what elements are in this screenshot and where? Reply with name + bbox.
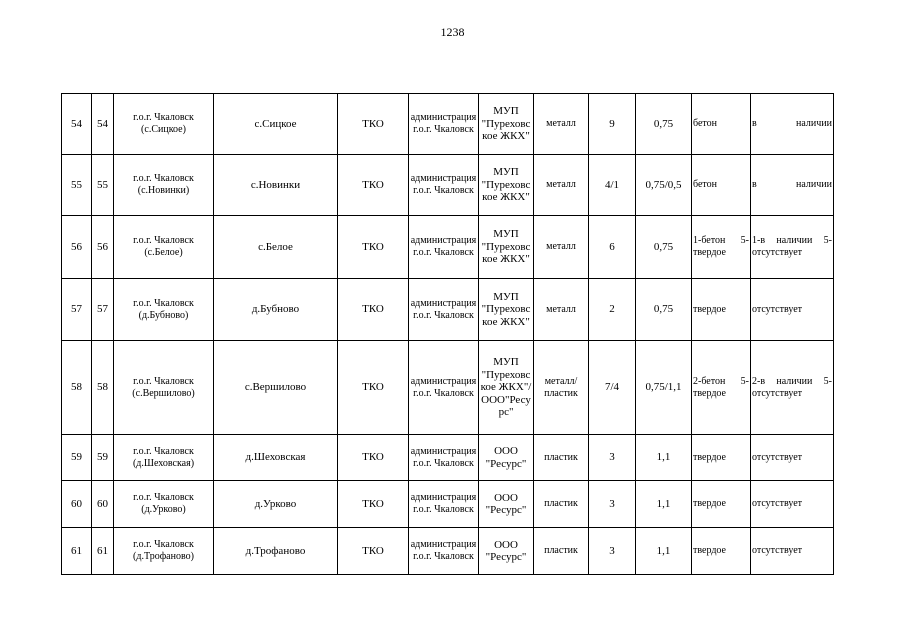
operator-cell: ООО "Ресурс"	[479, 481, 534, 528]
waste-type-cell: ТКО	[338, 279, 409, 341]
waste-type-cell: ТКО	[338, 435, 409, 481]
district-cell: г.о.г. Чкаловск (д.Бубново)	[114, 279, 214, 341]
table-row	[62, 216, 834, 279]
row-number: 60	[62, 481, 92, 528]
administration-cell: администрация г.о.г. Чкаловск	[409, 94, 479, 155]
container-count-cell: 3	[589, 481, 636, 528]
table-row	[62, 279, 834, 341]
district-cell: г.о.г. Чкаловск (с.Новинки)	[114, 155, 214, 216]
container-count-cell: 3	[589, 528, 636, 575]
row-number: 59	[62, 435, 92, 481]
district-cell: г.о.г. Чкаловск (д.Трофаново)	[114, 528, 214, 575]
site-number: 61	[92, 528, 114, 575]
district-cell: г.о.г. Чкаловск (д.Урково)	[114, 481, 214, 528]
waste-type-cell: ТКО	[338, 528, 409, 575]
container-count-cell: 6	[589, 216, 636, 279]
container-volume-cell: 0,75/0,5	[636, 155, 692, 216]
container-material-cell: металл/пластик	[534, 341, 589, 435]
fence-cell: 1-в наличии 5-отсутствует	[751, 216, 834, 279]
container-volume-cell: 1,1	[636, 435, 692, 481]
waste-type-cell: ТКО	[338, 341, 409, 435]
waste-type-cell: ТКО	[338, 155, 409, 216]
fence-cell: в наличии	[751, 94, 834, 155]
operator-cell: ООО "Ресурс"	[479, 435, 534, 481]
administration-cell: администрация г.о.г. Чкаловск	[409, 528, 479, 575]
operator-cell: МУП "Пуреховское ЖКХ"	[479, 279, 534, 341]
container-count-cell: 9	[589, 94, 636, 155]
surface-cell: твердое	[692, 528, 751, 575]
container-volume-cell: 0,75	[636, 279, 692, 341]
site-number: 54	[92, 94, 114, 155]
row-number: 56	[62, 216, 92, 279]
settlement-cell: с.Вершилово	[214, 341, 338, 435]
table-row	[62, 341, 834, 435]
row-number: 61	[62, 528, 92, 575]
surface-cell: твердое	[692, 481, 751, 528]
administration-cell: администрация г.о.г. Чкаловск	[409, 155, 479, 216]
waste-type-cell: ТКО	[338, 481, 409, 528]
waste-type-cell: ТКО	[338, 94, 409, 155]
container-volume-cell: 0,75/1,1	[636, 341, 692, 435]
site-number: 60	[92, 481, 114, 528]
surface-cell: твердое	[692, 279, 751, 341]
container-material-cell: металл	[534, 279, 589, 341]
administration-cell: администрация г.о.г. Чкаловск	[409, 481, 479, 528]
row-number: 54	[62, 94, 92, 155]
district-cell: г.о.г. Чкаловск (с.Сицкое)	[114, 94, 214, 155]
site-number: 59	[92, 435, 114, 481]
table-row	[62, 94, 834, 155]
container-sites-table	[61, 93, 834, 575]
settlement-cell: д.Трофаново	[214, 528, 338, 575]
district-cell: г.о.г. Чкаловск (с.Вершилово)	[114, 341, 214, 435]
container-material-cell: пластик	[534, 528, 589, 575]
container-material-cell: металл	[534, 155, 589, 216]
settlement-cell: д.Бубново	[214, 279, 338, 341]
district-cell: г.о.г. Чкаловск (с.Белое)	[114, 216, 214, 279]
surface-cell: 2-бетон 5-твердое	[692, 341, 751, 435]
row-number: 55	[62, 155, 92, 216]
container-volume-cell: 0,75	[636, 94, 692, 155]
table-row	[62, 481, 834, 528]
operator-cell: ООО "Ресурс"	[479, 528, 534, 575]
administration-cell: администрация г.о.г. Чкаловск	[409, 435, 479, 481]
container-volume-cell: 1,1	[636, 528, 692, 575]
site-number: 55	[92, 155, 114, 216]
administration-cell: администрация г.о.г. Чкаловск	[409, 341, 479, 435]
operator-cell: МУП "Пуреховское ЖКХ"/ ООО"Ресурс"	[479, 341, 534, 435]
site-number: 57	[92, 279, 114, 341]
container-material-cell: пластик	[534, 481, 589, 528]
site-number: 56	[92, 216, 114, 279]
administration-cell: администрация г.о.г. Чкаловск	[409, 279, 479, 341]
fence-cell: отсутствует	[751, 481, 834, 528]
row-number: 57	[62, 279, 92, 341]
district-cell: г.о.г. Чкаловск (д.Шеховская)	[114, 435, 214, 481]
table-row	[62, 435, 834, 481]
fence-cell: отсутствует	[751, 279, 834, 341]
surface-cell: бетон	[692, 155, 751, 216]
settlement-cell: с.Белое	[214, 216, 338, 279]
surface-cell: 1-бетон 5-твердое	[692, 216, 751, 279]
container-material-cell: металл	[534, 216, 589, 279]
operator-cell: МУП "Пуреховское ЖКХ"	[479, 216, 534, 279]
row-number: 58	[62, 341, 92, 435]
operator-cell: МУП "Пуреховское ЖКХ"	[479, 94, 534, 155]
container-count-cell: 3	[589, 435, 636, 481]
settlement-cell: д.Урково	[214, 481, 338, 528]
fence-cell: отсутствует	[751, 528, 834, 575]
fence-cell: 2-в наличии 5-отсутствует	[751, 341, 834, 435]
settlement-cell: д.Шеховская	[214, 435, 338, 481]
container-count-cell: 4/1	[589, 155, 636, 216]
administration-cell: администрация г.о.г. Чкаловск	[409, 216, 479, 279]
fence-cell: отсутствует	[751, 435, 834, 481]
table-row	[62, 155, 834, 216]
fence-cell: в наличии	[751, 155, 834, 216]
waste-type-cell: ТКО	[338, 216, 409, 279]
container-volume-cell: 1,1	[636, 481, 692, 528]
container-volume-cell: 0,75	[636, 216, 692, 279]
surface-cell: твердое	[692, 435, 751, 481]
container-material-cell: пластик	[534, 435, 589, 481]
container-material-cell: металл	[534, 94, 589, 155]
surface-cell: бетон	[692, 94, 751, 155]
site-number: 58	[92, 341, 114, 435]
settlement-cell: с.Сицкое	[214, 94, 338, 155]
container-count-cell: 2	[589, 279, 636, 341]
operator-cell: МУП "Пуреховское ЖКХ"	[479, 155, 534, 216]
container-count-cell: 7/4	[589, 341, 636, 435]
table-row	[62, 528, 834, 575]
settlement-cell: с.Новинки	[214, 155, 338, 216]
page-number: 1238	[440, 25, 465, 39]
